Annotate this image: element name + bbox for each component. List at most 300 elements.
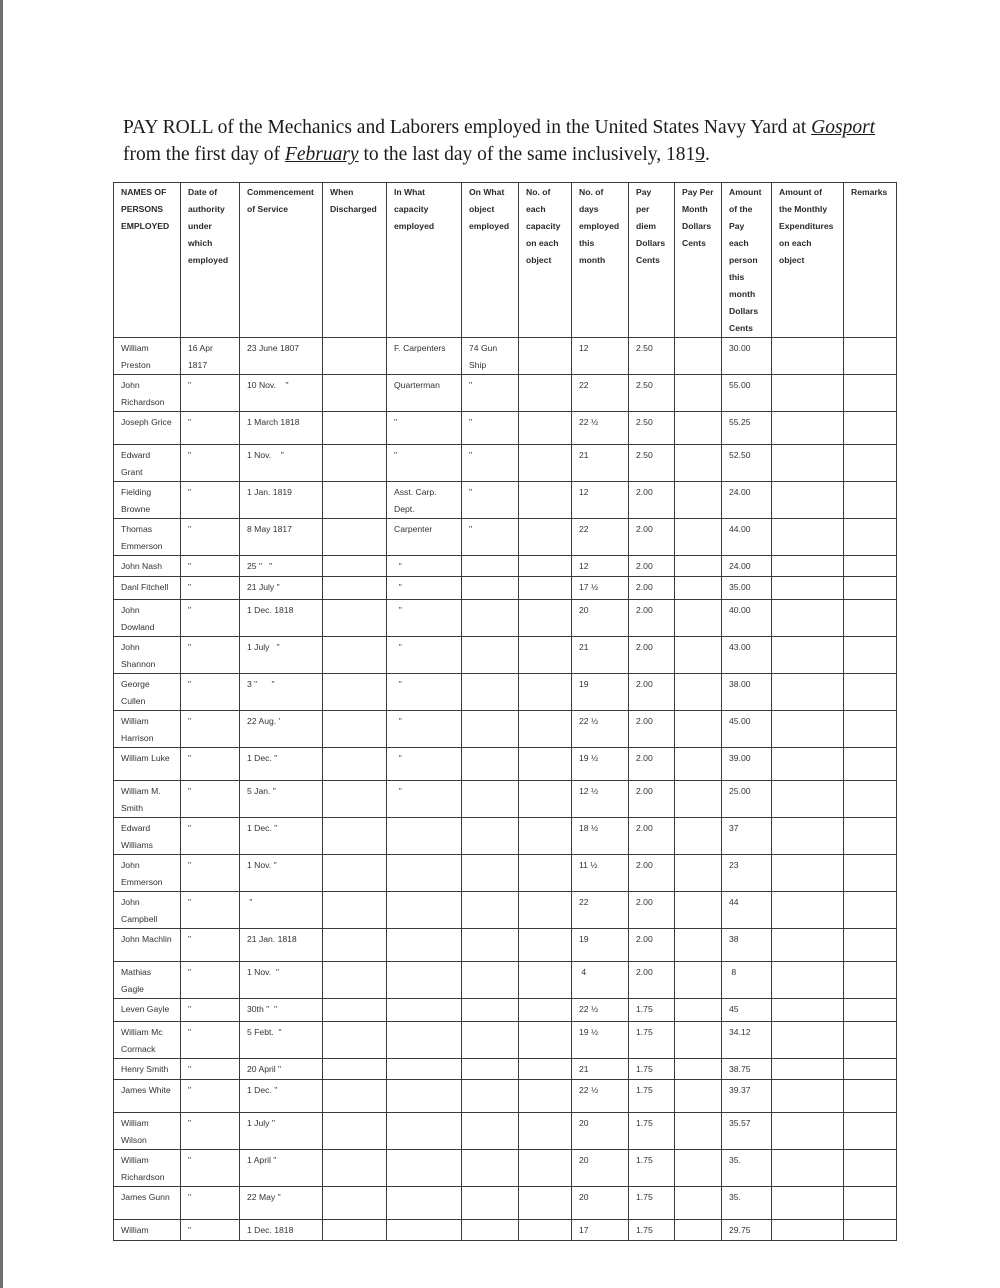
cell-per-diem: 1.75 (629, 1022, 675, 1059)
cell-no-capacity (519, 781, 572, 818)
cell-amount: 23 (722, 855, 772, 892)
cell-amount: 35.57 (722, 1113, 772, 1150)
table-row (114, 338, 897, 375)
cell-object (462, 674, 519, 711)
cell-object (462, 1187, 519, 1220)
cell-name: John Nash (114, 556, 181, 577)
cell-discharged (323, 855, 387, 892)
cell-capacity: " (387, 781, 462, 818)
cell-expenditures (772, 711, 844, 748)
cell-per-month (675, 445, 722, 482)
cell-per-diem: 1.75 (629, 1220, 675, 1241)
cell-capacity (387, 1059, 462, 1080)
cell-per-diem: 1.75 (629, 1080, 675, 1113)
table-row (114, 1150, 897, 1187)
cell-amount: 29.75 (722, 1220, 772, 1241)
cell-per-month (675, 999, 722, 1022)
cell-commenced: " (240, 892, 323, 929)
cell-per-diem: 2.00 (629, 482, 675, 519)
table-row (114, 577, 897, 600)
cell-authority: " (181, 1022, 240, 1059)
table-row (114, 929, 897, 962)
table-row (114, 892, 897, 929)
cell-commenced: 1 Dec. " (240, 818, 323, 855)
cell-amount: 30.00 (722, 338, 772, 375)
cell-authority: " (181, 855, 240, 892)
cell-capacity: Asst. Carp. Dept. (387, 482, 462, 519)
cell-amount: 43.00 (722, 637, 772, 674)
cell-discharged (323, 1113, 387, 1150)
cell-remarks (844, 1220, 897, 1241)
cell-capacity (387, 1220, 462, 1241)
cell-per-month (675, 929, 722, 962)
table-row (114, 962, 897, 999)
cell-days: 22 (572, 375, 629, 412)
cell-remarks (844, 338, 897, 375)
cell-name: John Emmerson (114, 855, 181, 892)
cell-remarks (844, 375, 897, 412)
cell-remarks (844, 1022, 897, 1059)
cell-discharged (323, 600, 387, 637)
cell-capacity (387, 818, 462, 855)
cell-expenditures (772, 338, 844, 375)
cell-capacity: " (387, 748, 462, 781)
cell-amount: 39.37 (722, 1080, 772, 1113)
cell-remarks (844, 748, 897, 781)
cell-authority: " (181, 556, 240, 577)
cell-remarks (844, 1113, 897, 1150)
cell-capacity (387, 1022, 462, 1059)
cell-per-month (675, 637, 722, 674)
cell-amount: 40.00 (722, 600, 772, 637)
cell-expenditures (772, 999, 844, 1022)
cell-authority: " (181, 999, 240, 1022)
cell-per-month (675, 818, 722, 855)
cell-no-capacity (519, 962, 572, 999)
cell-discharged (323, 748, 387, 781)
cell-days: 21 (572, 445, 629, 482)
cell-per-month (675, 556, 722, 577)
cell-amount: 35. (722, 1150, 772, 1187)
cell-discharged (323, 338, 387, 375)
cell-no-capacity (519, 674, 572, 711)
cell-discharged (323, 1059, 387, 1080)
cell-capacity: Quarterman (387, 375, 462, 412)
cell-discharged (323, 445, 387, 482)
cell-discharged (323, 556, 387, 577)
cell-per-month (675, 962, 722, 999)
cell-authority: " (181, 818, 240, 855)
cell-commenced: 1 July " (240, 1113, 323, 1150)
cell-per-diem: 1.75 (629, 999, 675, 1022)
cell-name: James Gunn (114, 1187, 181, 1220)
cell-expenditures (772, 1022, 844, 1059)
cell-amount: 39.00 (722, 748, 772, 781)
table-row (114, 674, 897, 711)
cell-discharged (323, 999, 387, 1022)
cell-expenditures (772, 1080, 844, 1113)
cell-discharged (323, 674, 387, 711)
cell-name: Edward Grant (114, 445, 181, 482)
cell-per-month (675, 600, 722, 637)
cell-authority: " (181, 600, 240, 637)
cell-name: John Machlin (114, 929, 181, 962)
cell-discharged (323, 1220, 387, 1241)
cell-no-capacity (519, 892, 572, 929)
cell-discharged (323, 577, 387, 600)
title-month: February (284, 144, 359, 165)
cell-capacity (387, 1150, 462, 1187)
cell-per-diem: 1.75 (629, 1059, 675, 1080)
cell-capacity (387, 1187, 462, 1220)
cell-amount: 44 (722, 892, 772, 929)
table-row (114, 999, 897, 1022)
table-body (114, 338, 897, 1241)
cell-discharged (323, 637, 387, 674)
cell-authority: " (181, 445, 240, 482)
table-row (114, 1220, 897, 1241)
header-object: On What object employed (462, 183, 519, 338)
cell-amount: 8 (722, 962, 772, 999)
cell-name: William (114, 1220, 181, 1241)
cell-days: 12 ½ (572, 781, 629, 818)
cell-remarks (844, 1059, 897, 1080)
cell-expenditures (772, 962, 844, 999)
cell-expenditures (772, 929, 844, 962)
cell-name: Thomas Emmerson (114, 519, 181, 556)
table-row (114, 637, 897, 674)
header-row (114, 183, 897, 338)
cell-no-capacity (519, 929, 572, 962)
cell-name: William M. Smith (114, 781, 181, 818)
cell-commenced: 23 June 1807 (240, 338, 323, 375)
cell-no-capacity (519, 855, 572, 892)
cell-per-month (675, 1220, 722, 1241)
cell-days: 20 (572, 600, 629, 637)
header-expenditures: Amount of the Monthly Expenditures on each object (772, 183, 844, 338)
cell-capacity (387, 892, 462, 929)
cell-remarks (844, 674, 897, 711)
cell-commenced: 5 Jan. " (240, 781, 323, 818)
cell-capacity: " (387, 600, 462, 637)
cell-commenced: 1 Dec. " (240, 1080, 323, 1113)
cell-object (462, 1080, 519, 1113)
cell-object (462, 600, 519, 637)
cell-capacity: F. Carpenters (387, 338, 462, 375)
header-amount: Amount of the Pay each person this month Dollars Cents (722, 183, 772, 338)
cell-name: James White (114, 1080, 181, 1113)
cell-per-diem: 2.00 (629, 818, 675, 855)
cell-days: 17 ½ (572, 577, 629, 600)
cell-amount: 38.00 (722, 674, 772, 711)
cell-per-diem: 1.75 (629, 1113, 675, 1150)
table-row (114, 600, 897, 637)
cell-discharged (323, 412, 387, 445)
cell-no-capacity (519, 711, 572, 748)
cell-days: 22 ½ (572, 711, 629, 748)
cell-days: 21 (572, 637, 629, 674)
cell-remarks (844, 892, 897, 929)
cell-commenced: 1 Nov. " (240, 962, 323, 999)
cell-expenditures (772, 637, 844, 674)
title-text-3: to the last day of the same inclusively, 181 (358, 144, 696, 165)
cell-object (462, 781, 519, 818)
cell-authority: " (181, 1150, 240, 1187)
cell-discharged (323, 892, 387, 929)
cell-days: 4 (572, 962, 629, 999)
cell-authority: " (181, 748, 240, 781)
cell-expenditures (772, 375, 844, 412)
cell-amount: 35.00 (722, 577, 772, 600)
title-place: Gosport (811, 117, 876, 138)
cell-expenditures (772, 1220, 844, 1241)
cell-capacity: " (387, 577, 462, 600)
cell-per-month (675, 519, 722, 556)
cell-object (462, 1059, 519, 1080)
header-capacity: In What capacity employed (387, 183, 462, 338)
cell-per-diem: 2.00 (629, 600, 675, 637)
cell-object (462, 556, 519, 577)
cell-expenditures (772, 1150, 844, 1187)
cell-authority: " (181, 1187, 240, 1220)
cell-no-capacity (519, 577, 572, 600)
header-days: No. of days employed this month (572, 183, 629, 338)
cell-amount: 24.00 (722, 556, 772, 577)
cell-per-diem: 2.50 (629, 375, 675, 412)
cell-remarks (844, 519, 897, 556)
title-text-2: from the first day of (123, 144, 285, 165)
cell-amount: 37 (722, 818, 772, 855)
cell-per-diem: 2.00 (629, 929, 675, 962)
cell-per-month (675, 1113, 722, 1150)
cell-per-month (675, 577, 722, 600)
cell-capacity (387, 1113, 462, 1150)
cell-remarks (844, 999, 897, 1022)
cell-days: 17 (572, 1220, 629, 1241)
cell-per-month (675, 1187, 722, 1220)
cell-commenced: 1 Nov. " (240, 855, 323, 892)
cell-name: Henry Smith (114, 1059, 181, 1080)
cell-per-month (675, 855, 722, 892)
cell-object (462, 748, 519, 781)
cell-per-month (675, 1022, 722, 1059)
cell-object (462, 1022, 519, 1059)
cell-authority: " (181, 711, 240, 748)
cell-capacity: " (387, 445, 462, 482)
cell-expenditures (772, 855, 844, 892)
cell-commenced: 30th " " (240, 999, 323, 1022)
pay-roll-table (113, 182, 897, 1241)
cell-expenditures (772, 892, 844, 929)
cell-per-month (675, 412, 722, 445)
cell-no-capacity (519, 999, 572, 1022)
cell-remarks (844, 1187, 897, 1220)
cell-object (462, 929, 519, 962)
cell-commenced: 1 Nov. " (240, 445, 323, 482)
cell-authority: " (181, 412, 240, 445)
cell-discharged (323, 818, 387, 855)
table-row (114, 1022, 897, 1059)
cell-authority: " (181, 1220, 240, 1241)
cell-expenditures (772, 482, 844, 519)
cell-no-capacity (519, 818, 572, 855)
table-row (114, 748, 897, 781)
table-row (114, 519, 897, 556)
cell-expenditures (772, 412, 844, 445)
cell-days: 19 (572, 929, 629, 962)
cell-amount: 24.00 (722, 482, 772, 519)
cell-per-diem: 2.00 (629, 781, 675, 818)
document-title (123, 114, 903, 168)
header-no-capacity: No. of each capacity on each object (519, 183, 572, 338)
cell-commenced: 21 Jan. 1818 (240, 929, 323, 962)
cell-object: " (462, 375, 519, 412)
cell-object: " (462, 445, 519, 482)
header-discharged: When Discharged (323, 183, 387, 338)
cell-days: 19 ½ (572, 1022, 629, 1059)
cell-name: Mathias Gagle (114, 962, 181, 999)
cell-no-capacity (519, 637, 572, 674)
cell-object (462, 1220, 519, 1241)
cell-no-capacity (519, 1150, 572, 1187)
cell-days: 19 (572, 674, 629, 711)
cell-name: George Cullen (114, 674, 181, 711)
table-row (114, 445, 897, 482)
cell-object (462, 855, 519, 892)
cell-commenced: 1 Dec. " (240, 748, 323, 781)
cell-authority: " (181, 1080, 240, 1113)
cell-expenditures (772, 818, 844, 855)
cell-commenced: 25 " " (240, 556, 323, 577)
cell-commenced: 20 April " (240, 1059, 323, 1080)
cell-discharged (323, 962, 387, 999)
cell-days: 19 ½ (572, 748, 629, 781)
cell-per-diem: 2.00 (629, 556, 675, 577)
cell-commenced: 1 March 1818 (240, 412, 323, 445)
cell-expenditures (772, 1059, 844, 1080)
cell-commenced: 10 Nov. " (240, 375, 323, 412)
cell-commenced: 1 Jan. 1819 (240, 482, 323, 519)
cell-remarks (844, 1080, 897, 1113)
cell-expenditures (772, 1187, 844, 1220)
cell-days: 22 ½ (572, 1080, 629, 1113)
cell-no-capacity (519, 375, 572, 412)
cell-per-diem: 2.50 (629, 412, 675, 445)
cell-per-month (675, 711, 722, 748)
cell-no-capacity (519, 1187, 572, 1220)
cell-days: 22 ½ (572, 412, 629, 445)
cell-no-capacity (519, 482, 572, 519)
cell-remarks (844, 818, 897, 855)
cell-per-diem: 2.00 (629, 892, 675, 929)
cell-days: 20 (572, 1187, 629, 1220)
cell-amount: 38 (722, 929, 772, 962)
table-row (114, 375, 897, 412)
table-row (114, 412, 897, 445)
cell-no-capacity (519, 1022, 572, 1059)
cell-commenced: 1 Dec. 1818 (240, 600, 323, 637)
cell-object (462, 1113, 519, 1150)
cell-days: 12 (572, 338, 629, 375)
cell-days: 21 (572, 1059, 629, 1080)
cell-per-diem: 2.50 (629, 445, 675, 482)
cell-capacity (387, 962, 462, 999)
cell-remarks (844, 412, 897, 445)
cell-per-month (675, 1150, 722, 1187)
cell-object (462, 577, 519, 600)
cell-commenced: 8 May 1817 (240, 519, 323, 556)
table-row (114, 1187, 897, 1220)
cell-remarks (844, 781, 897, 818)
cell-authority: " (181, 962, 240, 999)
cell-remarks (844, 637, 897, 674)
cell-no-capacity (519, 412, 572, 445)
cell-capacity: " (387, 637, 462, 674)
header-per-month: Pay Per Month Dollars Cents (675, 183, 722, 338)
table-row (114, 855, 897, 892)
cell-amount: 25.00 (722, 781, 772, 818)
cell-per-diem: 1.75 (629, 1187, 675, 1220)
cell-authority: " (181, 375, 240, 412)
cell-per-diem: 1.75 (629, 1150, 675, 1187)
cell-name: William Richardson (114, 1150, 181, 1187)
cell-commenced: 22 Aug. ' (240, 711, 323, 748)
cell-amount: 44.00 (722, 519, 772, 556)
cell-discharged (323, 1187, 387, 1220)
cell-authority: " (181, 674, 240, 711)
cell-remarks (844, 855, 897, 892)
cell-amount: 35. (722, 1187, 772, 1220)
cell-no-capacity (519, 1113, 572, 1150)
cell-authority: 16 Apr 1817 (181, 338, 240, 375)
cell-authority: " (181, 1059, 240, 1080)
cell-authority: " (181, 577, 240, 600)
cell-remarks (844, 577, 897, 600)
cell-object: " (462, 412, 519, 445)
cell-per-month (675, 892, 722, 929)
cell-object: " (462, 519, 519, 556)
cell-per-month (675, 1059, 722, 1080)
cell-per-month (675, 1080, 722, 1113)
cell-expenditures (772, 1113, 844, 1150)
cell-days: 12 (572, 482, 629, 519)
table-row (114, 818, 897, 855)
cell-capacity (387, 929, 462, 962)
cell-object (462, 892, 519, 929)
cell-capacity (387, 855, 462, 892)
cell-commenced: 1 Dec. 1818 (240, 1220, 323, 1241)
cell-remarks (844, 711, 897, 748)
cell-authority: " (181, 482, 240, 519)
cell-days: 22 (572, 519, 629, 556)
cell-discharged (323, 519, 387, 556)
cell-amount: 52.50 (722, 445, 772, 482)
cell-name: William Preston (114, 338, 181, 375)
title-end: . (705, 144, 710, 165)
cell-remarks (844, 600, 897, 637)
cell-no-capacity (519, 1080, 572, 1113)
cell-discharged (323, 929, 387, 962)
cell-object: " (462, 482, 519, 519)
table-row (114, 781, 897, 818)
cell-name: John Shannon (114, 637, 181, 674)
cell-days: 22 (572, 892, 629, 929)
cell-object (462, 999, 519, 1022)
cell-name: Fielding Browne (114, 482, 181, 519)
cell-name: William Wilson (114, 1113, 181, 1150)
cell-days: 20 (572, 1113, 629, 1150)
cell-expenditures (772, 781, 844, 818)
